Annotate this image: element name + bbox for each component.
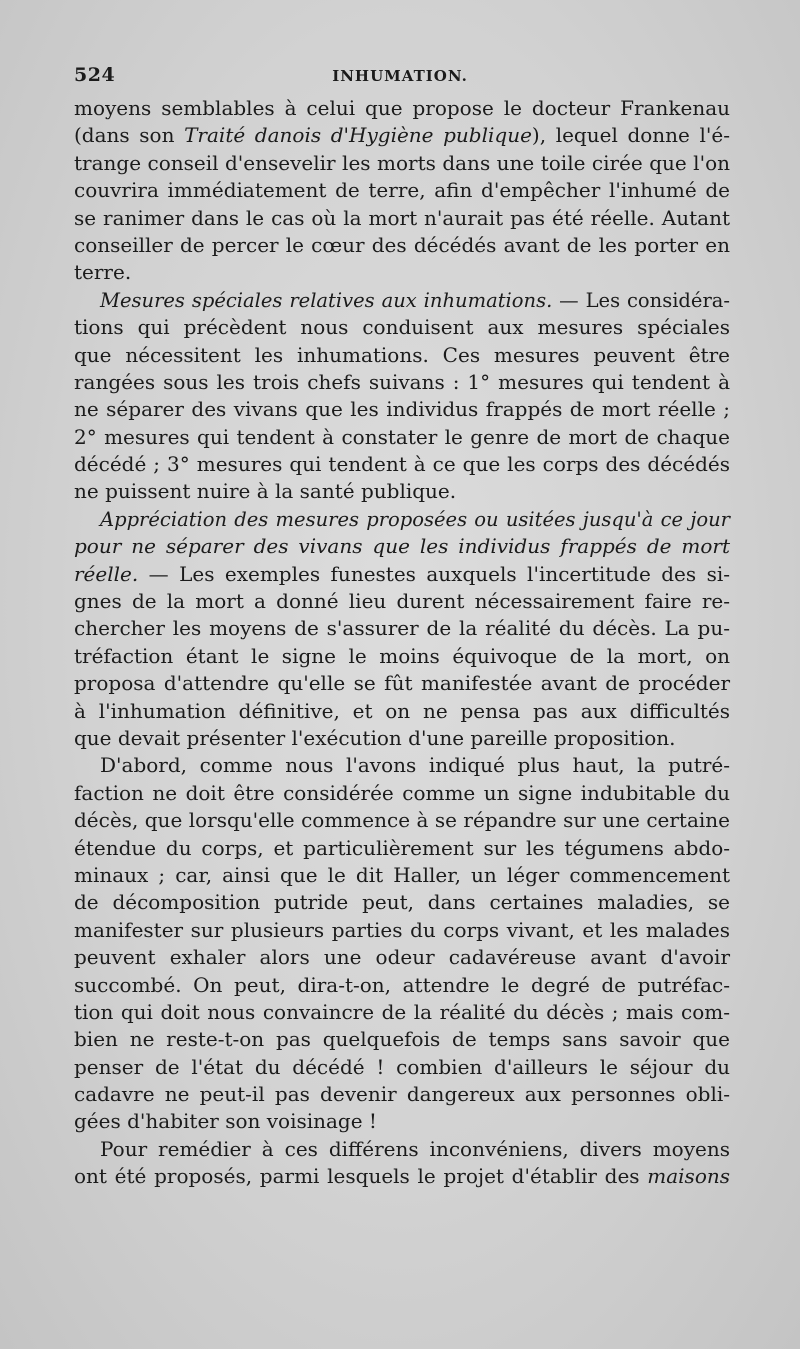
text-run: de décomposition putride peut, dans certaines maladies, se [74,890,730,915]
text-line [74,1054,730,1081]
text-run: chercher les moyens de s'assurer de la réalité du décès. La pu- [74,616,730,641]
text-run: que nécessitent les inhumations. Ces mesures peuvent être [74,342,730,367]
text-run: que devait présenter l'exécution d'une pareille proposition. [74,725,676,750]
text-line [74,150,730,177]
text-line [74,478,730,505]
text-line [74,588,730,615]
text-line [74,1026,730,1053]
text-run: à l'inhumation définitive, et on ne pensa pas aux difficultés [74,698,730,723]
italic-run: maisons [647,1164,730,1189]
text-run: D'abord, comme nous l'avons indiqué plus haut, la putré- [100,753,730,778]
text-run: (dans son [74,123,185,148]
text-line [74,95,730,122]
text-line [74,259,730,286]
text-run: ne puissent nuire à la santé publique. [74,479,457,504]
text-line [74,533,730,560]
text-run: conseiller de percer le cœur des décédés avant de les porter en [74,232,730,257]
text-run: cadavre ne peut-il pas devenir dangereux aux personnes obli- [74,1082,730,1107]
italic-run: réelle. [74,561,139,586]
page-number: 524 [74,64,116,86]
text-line [74,752,730,779]
text-line [74,889,730,916]
text-run: se ranimer dans le cas où la mort n'aurait pas été réelle. Autant [74,205,730,230]
text-line [74,780,730,807]
text-line [74,232,730,259]
text-line [74,342,730,369]
text-line [74,287,730,314]
text-run: Appréciation des mesures proposées ou usitées jusqu'à ce jour [100,507,730,531]
text-run: décédé ; 3° mesures qui tendent à ce que les corps des décédés [74,452,730,477]
text-line [74,643,730,670]
text-run: ne séparer des vivans que les individus frappés de mort réelle ; [74,397,730,422]
text-run: ont été proposés, parmi lesquels le projet d'établir des [74,1164,648,1189]
text-line [74,1163,730,1190]
text-line [74,205,730,232]
text-run: bien ne reste-t-on pas quelquefois de temps sans savoir que [74,1027,730,1052]
text-line [74,396,730,423]
text-run: penser de l'état du décédé ! combien d'ailleurs le séjour du [74,1054,730,1079]
text-line [74,424,730,451]
text-line [74,314,730,341]
text-line [74,506,730,533]
running-title: INHUMATION. [332,67,468,85]
text-run: décès, que lorsqu'elle commence à se répandre sur une certaine [74,808,730,833]
text-line [74,122,730,149]
text-line [74,862,730,889]
text-line [74,1108,730,1135]
text-run: — Les exemples funestes auxquels l'incertitude des si- [138,561,730,586]
text-run: tions qui précèdent nous conduisent aux mesures spéciales [74,315,730,340]
text-run: peuvent exhaler alors une odeur cadavéreuse avant d'avoir [74,945,730,970]
text-line [74,1081,730,1108]
text-run: gnes de la mort a donné lieu durent nécessairement faire re- [74,589,730,614]
text-line [74,1136,730,1163]
text-run: pour ne séparer des vivans que les individus frappés de mort [74,534,730,559]
italic-run: Mesures spéciales relatives aux inhumations. [100,288,553,312]
text-run: couvrira immédiatement de terre, afin d'empêcher l'inhumé de [74,178,730,203]
text-run: Pour remédier à ces différens inconvéniens, divers moyens [100,1136,730,1161]
text-line [74,807,730,834]
body-text [74,95,730,1191]
text-run: gées d'habiter son voisinage ! [74,1109,377,1134]
text-line [74,451,730,478]
text-line [74,670,730,697]
italic-run: Traité danois d'Hygiène publique [184,123,532,148]
text-line [74,944,730,971]
text-run: faction ne doit être considérée comme un signe indubitable du [74,780,730,805]
text-run: succombé. On peut, dira-t-on, attendre le degré de putréfac- [74,972,730,997]
text-run: rangées sous les trois chefs suivans : 1° mesures qui tendent à [74,369,730,394]
text-run: trange conseil d'ensevelir les morts dans une toile cirée que l'on [74,150,730,175]
text-run: minaux ; car, ainsi que le dit Haller, un léger commencement [74,862,730,887]
text-run: étendue du corps, et particulièrement sur les tégumens abdo- [74,835,730,860]
text-line [74,725,730,752]
text-line [74,177,730,204]
text-run: terre. [74,260,132,285]
text-line [74,615,730,642]
text-run: tion qui doit nous convaincre de la réalité du décès ; mais com- [74,999,730,1024]
text-line [74,369,730,396]
text-line [74,835,730,862]
text-line [74,561,730,588]
text-line [74,972,730,999]
text-run: ), lequel donne l'é- [531,123,730,148]
text-run: proposa d'attendre qu'elle se fût manifestée avant de procéder [74,671,730,696]
text-line [74,917,730,944]
text-run: manifester sur plusieurs parties du corps vivant, et les malades [74,917,730,942]
text-line [74,999,730,1026]
text-run: 2° mesures qui tendent à constater le genre de mort de chaque [74,424,730,449]
text-line [74,698,730,725]
text-run: — Les considéra- [552,288,730,312]
text-run: moyens semblables à celui que propose le docteur Frankenau [74,96,730,120]
text-run: tréfaction étant le signe le moins équivoque de la mort, on [74,643,730,668]
